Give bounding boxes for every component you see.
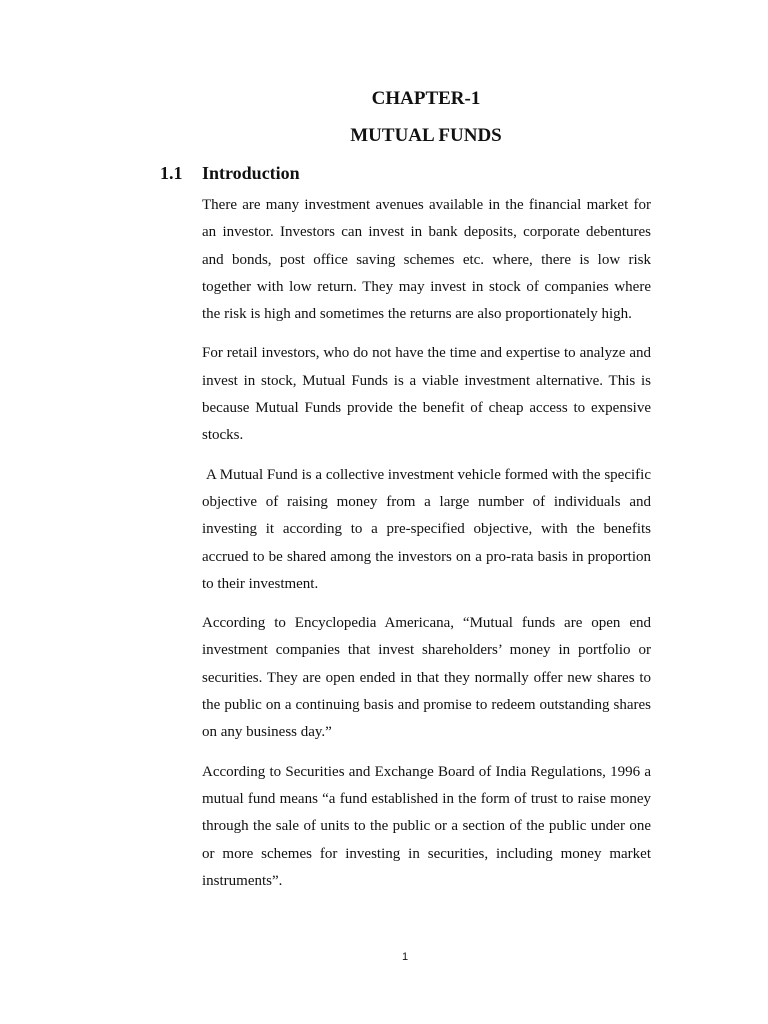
chapter-title: MUTUAL FUNDS (350, 125, 502, 146)
section-title: Introduction (202, 163, 300, 183)
section-heading (160, 160, 300, 186)
paragraph-retail-investors: For retail investors, who do not have the time and expertise to analyze and invest in stock, Mutual Funds is a viable investment alternative. This is because Mutual Funds provide the benefit of cheap access to expensive stocks. (202, 345, 651, 444)
page-number: 1 (401, 951, 409, 963)
section-number: 1.1 (160, 163, 183, 183)
paragraph-mutual-fund-definition: A Mutual Fund is a collective investment vehicle formed with the specific objective of raising money from a large number of individuals and investing it according to a pre-specified objective, with the benefits accrued to be shared among the investors on a pro-rata basis in proportion to their investment. (202, 466, 651, 592)
paragraph-encyclopedia-americana: According to Encyclopedia Americana, “Mutual funds are open end investment companies that invest shareholders’ money in portfolio or securities. They are open ended in that they normally offer new shares to the public on a continuing basis and promise to redeem outstanding shares on any business day.” (202, 615, 651, 741)
paragraph-sebi-regulations: According to Securities and Exchange Board of India Regulations, 1996 a mutual fund means “a fund established in the form of trust to raise money through the sale of units to the public or a section of the public under one or more schemes for investing in securities, including money market instruments”. (202, 763, 651, 889)
chapter-number: CHAPTER-1 (371, 88, 481, 109)
body-text (202, 192, 651, 907)
paragraph-investment-avenues: There are many investment avenues available in the financial market for an investor. Investors can invest in bank deposits, corporate debentures and bonds, post office saving schemes etc. where, there is low risk together with low return. They may invest in stock of companies where the risk is high and sometimes the returns are also proportionately high. (202, 197, 651, 323)
